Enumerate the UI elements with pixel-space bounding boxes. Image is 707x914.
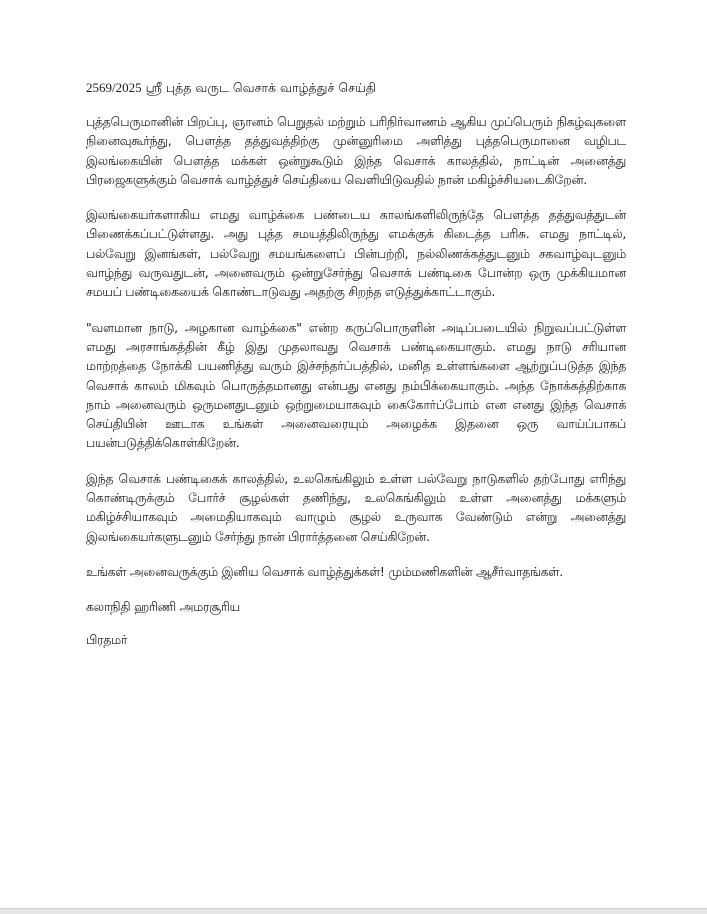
paragraph-5: உங்கள் அனைவருக்கும் இனிய வெசாக் வாழ்த்துக்கள்! மும்மணிகளின் ஆசீர்வாதங்கள்.	[86, 563, 563, 579]
paragraph-2: இலங்கையர்களாகிய எமது வாழ்க்கை பண்டைய காலங்களிலிருந்தே பௌத்த தத்துவத்துடன் பிணைக்கப்பட்டுள்ளது. அது புத்த சமயத்திலிருந்து எமக்குக் கிடைத்த பரிசு. எமது நாட்டில், பல்வேறு இனங்கள், பல்வேறு சமயங்களைப் பின்பற்றி, நல்லிணக்கத்துடனும் சகவாழ்வுடனும் வாழ்ந்து வருவதுடன், அனைவரும் ஒன்றுசேர்ந்து வெசாக் பண்டிகை போன்ற ஒரு முக்கியமான சமயப் பண்டிகையைக் கொண்டாடுவது அதற்கு சிறந்த எடுத்துக்காட்டாகும்.	[86, 207, 626, 300]
signature-name: கலாநிதி ஹரிணி அமரசூரிய	[86, 599, 240, 615]
signature-title: பிரதமர்	[86, 632, 128, 648]
paragraph-1: புத்தபெருமானின் பிறப்பு, ஞானம் பெறுதல் மற்றும் பரிநிர்வாணம் ஆகிய முப்பெரும் நிகழ்வுகளை நினைவுகூர்ந்து, பௌத்த தத்துவத்திற்கு முன்னுரிமை அளித்து புத்தபெருமானை வழிபட இலங்கையின் பௌத்த மக்கள் ஒன்றுகூடும் இந்த வெசாக் காலத்தில், நாட்டின் அனைத்து பிரஜைகளுக்கும் வெசாக் வாழ்த்துச் செய்தியை வெளியிடுவதில் நான் மகிழ்ச்சியடைகிறேன்.	[86, 114, 626, 187]
page-bottom-edge	[0, 908, 707, 914]
paragraph-3: "வளமான நாடு, அழகான வாழ்க்கை" என்ற கருப்பொருளின் அடிப்படையில் நிறுவப்பட்டுள்ள எமது அரசாங்கத்தின் கீழ் இது முதலாவது வெசாக் பண்டிகையாகும். எமது நாடு சரியான மாற்றத்தை நோக்கி பயணித்து வரும் இச்சந்தர்ப்பத்தில், மனித உள்ளங்களை ஆற்றுப்படுத்த இந்த வெசாக் காலம் மிகவும் பொருத்தமானது என்பது எனது நம்பிக்கையாகும். அந்த நோக்கத்திற்காக நாம் அனைவரும் ஒருமனதுடனும் ஒற்றுமையாகவும் கைகோர்ப்போம் என எனது இந்த வெசாக் செய்தியின் ஊடாக உங்கள் அனைவரையும் அழைக்க இதனை ஒரு வாய்ப்பாகப் பயன்படுத்திக்கொள்கிறேன்.	[86, 319, 626, 451]
heading-number: 2569/2025	[86, 80, 142, 95]
paragraph-4: இந்த வெசாக் பண்டிகைக் காலத்தில், உலகெங்கிலும் உள்ள பல்வேறு நாடுகளில் தற்போது எரிந்து கொண்டிருக்கும் போர்ச் சூழல்கள் தணிந்து, உலகெங்கிலும் உள்ள அனைத்து மக்களும் மகிழ்ச்சியாகவும் அமைதியாகவும் வாழும் சூழல் உருவாக வேண்டும் என்று அனைத்து இலங்கையர்களுடனும் சேர்ந்து நான் பிரார்த்தனை செய்கிறேன்.	[86, 470, 626, 544]
document-body	[86, 78, 626, 663]
document-heading	[86, 78, 626, 98]
heading-title: ஸ்ரீ புத்த வருட வெசாக் வாழ்த்துச் செய்தி	[145, 80, 377, 95]
